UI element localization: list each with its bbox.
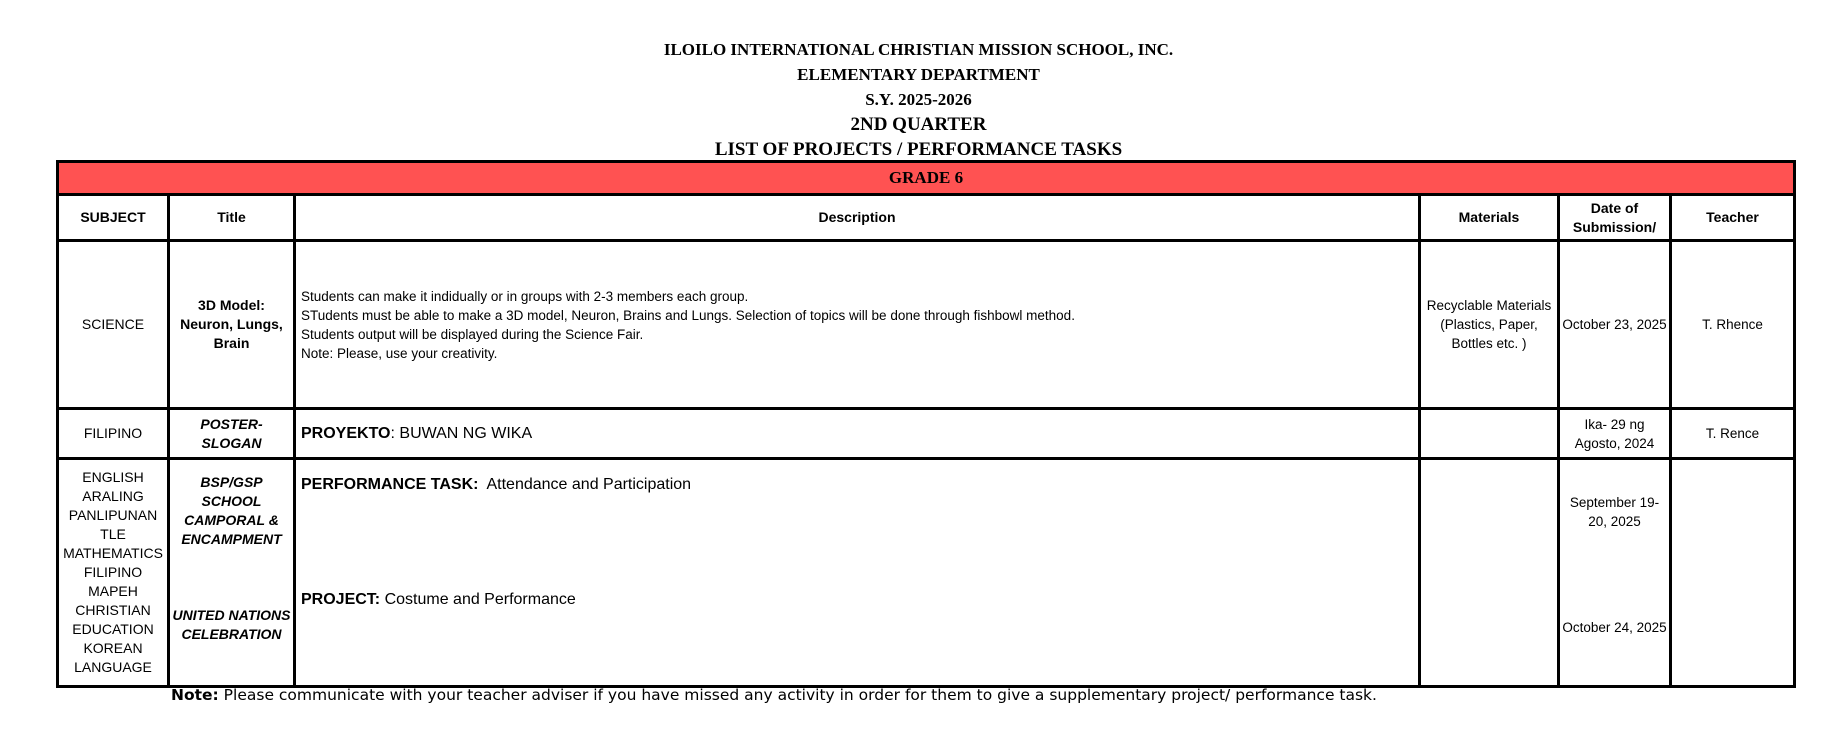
school-year: S.Y. 2025-2026: [865, 90, 972, 109]
task-title-bsp: [170, 473, 293, 549]
table-row-filipino: [58, 409, 1795, 459]
task-date: [1560, 618, 1669, 637]
grade-label: GRADE 6: [58, 162, 1795, 195]
task-text: Costume and Performance: [380, 591, 576, 608]
teacher-cell: [1671, 459, 1795, 687]
title-cell: [169, 459, 295, 687]
subject-cell: FILIPINO: [58, 409, 169, 459]
title-line: POSTER-: [200, 415, 263, 432]
task-description: [301, 475, 1418, 495]
quarter: 2ND QUARTER: [850, 114, 987, 135]
subject-line: KOREAN: [83, 640, 143, 656]
document-title: LIST OF PROJECTS / PERFORMANCE TASKS: [714, 139, 1123, 160]
subject-line: PANLIPUNAN: [68, 507, 158, 523]
title-line: UNITED NATIONS: [172, 607, 291, 623]
subject-line: MAPEH: [88, 583, 138, 599]
materials-cell: [1420, 241, 1559, 409]
subject-cell: SCIENCE: [58, 241, 169, 409]
materials-cell: [1420, 409, 1559, 459]
grade-banner-row: [58, 162, 1795, 195]
note-label: Note:: [171, 686, 219, 704]
col-subject: SUBJECT: [58, 195, 169, 241]
table-row-science: [58, 241, 1795, 409]
description-label: PROYEKTO: [301, 424, 391, 442]
subject-line: ARALING: [82, 488, 144, 504]
title-line: 3D Model:: [198, 297, 265, 313]
table-row-all-subjects: [58, 459, 1795, 687]
description-line: STudents must be able to make a 3D model, Neuron, Brains and Lungs. Selection of topics will be done through fishbowl method.: [301, 307, 1075, 323]
description-line: Note: Please, use your creativity.: [301, 345, 498, 361]
teacher-cell: T. Rence: [1671, 409, 1795, 459]
date-line: September 19-: [1569, 495, 1660, 510]
col-teacher: Teacher: [1671, 195, 1795, 241]
task-description: [301, 590, 1418, 610]
projects-table: [56, 160, 1796, 688]
date-cell: [1559, 459, 1671, 687]
teacher-cell: T. Rhence: [1671, 241, 1795, 409]
title-line: Brain: [213, 335, 250, 351]
title-line: CELEBRATION: [181, 626, 282, 642]
title-cell: [169, 409, 295, 459]
task-label: PERFORMANCE TASK:: [301, 476, 479, 493]
materials-cell: [1420, 459, 1559, 687]
task-label: PROJECT:: [301, 591, 381, 608]
description-cell: [295, 409, 1420, 459]
title-line: ENCAMPMENT: [181, 531, 282, 547]
description-cell: [295, 241, 1420, 409]
subject-line: CHRISTIAN: [75, 602, 151, 618]
task-text: Attendance and Participation: [478, 476, 692, 493]
materials-line: (Plastics, Paper,: [1440, 317, 1538, 332]
date-cell: [1559, 409, 1671, 459]
subject-line: LANGUAGE: [74, 659, 152, 675]
column-header-row: [58, 195, 1795, 241]
date-line: 20, 2025: [1588, 514, 1641, 529]
materials-line: Recyclable Materials: [1426, 298, 1552, 313]
materials-line: Bottles etc. ): [1451, 336, 1527, 351]
description-text: : BUWAN NG WIKA: [390, 424, 533, 442]
note-text: Please communicate with your teacher adviser if you have missed any activity in order for them to give a supplementary project/ performance task.: [218, 686, 1377, 704]
title-line: Neuron, Lungs,: [180, 316, 283, 332]
col-date: Date of Submission/: [1559, 195, 1671, 241]
col-description: Description: [295, 195, 1420, 241]
task-title-un: [170, 606, 293, 644]
subject-cell: [58, 459, 169, 687]
description-line: Students output will be displayed during the Science Fair.: [301, 326, 644, 342]
subject-line: MATHEMATICS: [63, 545, 163, 561]
task-date: [1560, 493, 1669, 531]
subject-line: FILIPINO: [83, 564, 143, 580]
date-cell: October 23, 2025: [1559, 241, 1671, 409]
subject-line: EDUCATION: [72, 621, 154, 637]
title-line: SLOGAN: [201, 434, 262, 451]
subject-line: ENGLISH: [82, 469, 144, 485]
date-line: October 24, 2025: [1562, 620, 1667, 635]
department-name: ELEMENTARY DEPARTMENT: [797, 65, 1040, 84]
description-line: Students can make it indidually or in groups with 2-3 members each group.: [301, 288, 749, 304]
col-title: Title: [169, 195, 295, 241]
col-materials: Materials: [1420, 195, 1559, 241]
title-cell: [169, 241, 295, 409]
school-name: ILOILO INTERNATIONAL CHRISTIAN MISSION SCHOOL, INC.: [663, 40, 1174, 59]
date-line: Agosto, 2024: [1574, 435, 1655, 451]
title-line: CAMPORAL &: [184, 512, 279, 528]
description-cell: [295, 459, 1420, 687]
subject-line: TLE: [100, 526, 126, 542]
title-line: BSP/GSP: [200, 474, 263, 490]
footer-note: [171, 686, 1377, 704]
date-line: Ika- 29 ng: [1584, 416, 1645, 432]
title-line: SCHOOL: [201, 493, 262, 509]
